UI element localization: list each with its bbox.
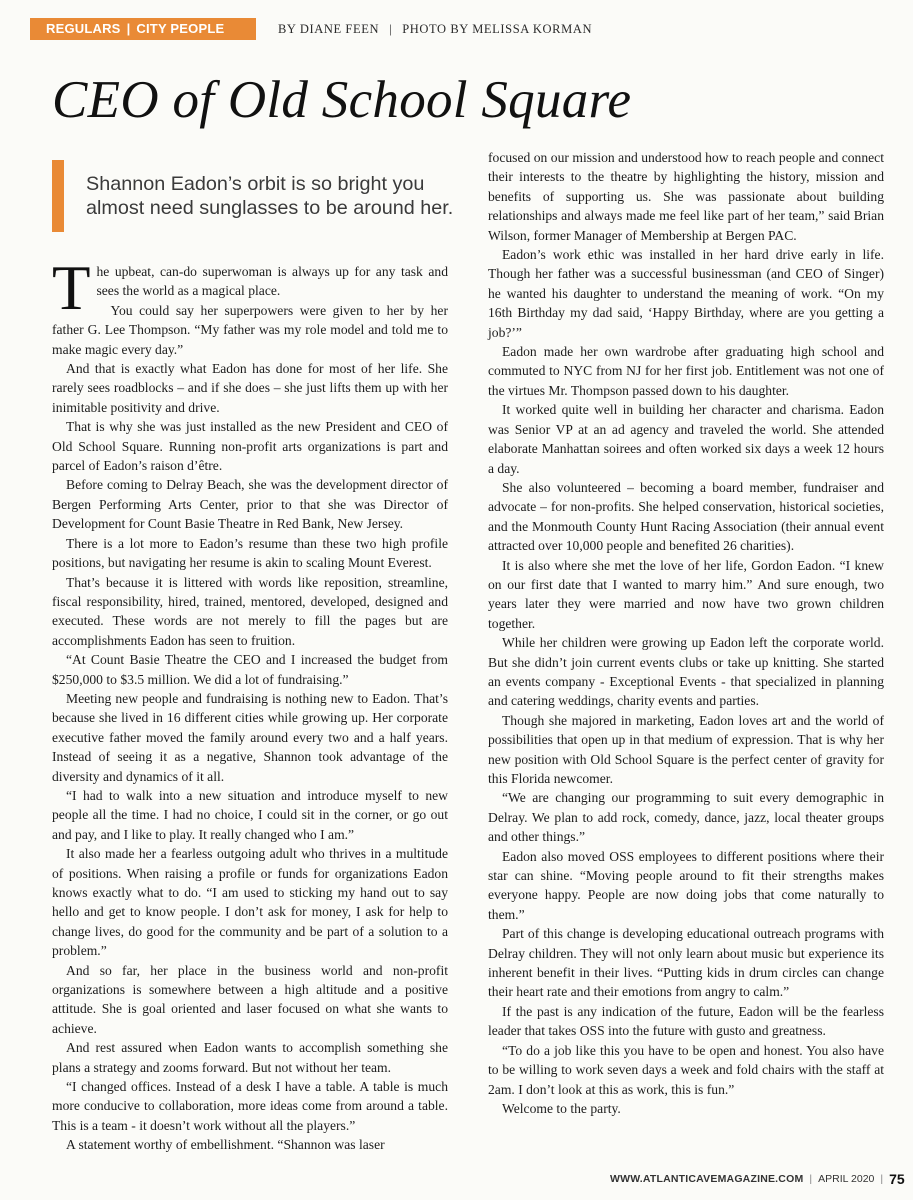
- opening-paragraph: [52, 253, 448, 323]
- right-column: [488, 148, 884, 1118]
- paragraph: “We are changing our programming to suit every demographic in Delray. We plan to add rock, comedy, dance, jazz, local theater groups and other things.”: [488, 790, 884, 845]
- paragraph: While her children were growing up Eadon left the corporate world. But she didn’t join current events clubs or take up knitting. She started an events company - Exceptional Events - that specialized in planning and catering weddings, charity events and parties.: [488, 635, 884, 709]
- subsection-label: CITY PEOPLE: [136, 21, 225, 36]
- paragraph: Though she majored in marketing, Eadon loves art and the world of possibilities that open up in that medium of expression. That is why her new position with Old School Square is the perfect center of gravity for this Florida newcomer.: [488, 712, 884, 786]
- paragraph: Welcome to the party.: [502, 1100, 621, 1116]
- paragraph: “I changed offices. Instead of a desk I have a table. A table is much more conducive to collaboration, more ideas come from around a table. This is a team - it doesn’t work without all the players.”: [52, 1079, 448, 1133]
- paragraph: It is also where she met the love of her life, Gordon Eadon. “I knew on our first date that I wanted to marry him.” And sure enough, two years later they were married and now have two grown children together.: [488, 557, 884, 631]
- left-column: [52, 253, 448, 1155]
- right-paragraphs: [488, 245, 884, 1118]
- drop-cap: T: [52, 253, 91, 323]
- footer-divider: |: [880, 1173, 884, 1185]
- byline: [278, 22, 592, 37]
- page-number: 75: [889, 1171, 905, 1187]
- byline-divider: |: [389, 21, 393, 36]
- paragraph: Part of this change is developing educational outreach programs with Delray children. They will not only learn about music but experience its inherent benefit in their lives. “Putting kids in drum circles can change their heart rate and their emotions from angry to calm.”: [488, 926, 884, 1000]
- paragraph: Meeting new people and fundraising is nothing new to Eadon. That’s because she lived in 16 different cities while growing up. Her corporate executive father moved the family around every two and a half years. Instead of seeing it as a negative, Shannon took advantage of the diversity and dynamics of it all.: [52, 690, 448, 784]
- page-footer: [610, 1171, 905, 1187]
- paragraph: If the past is any indication of the future, Eadon will be the fearless leader that takes OSS into the future with gusto and greatness.: [488, 1003, 884, 1039]
- section-label: REGULARS: [46, 21, 121, 36]
- byline-author: BY DIANE FEEN: [278, 21, 380, 36]
- pull-quote: [52, 160, 462, 232]
- paragraph: A statement worthy of embellishment. “Shannon was laser: [66, 1137, 385, 1153]
- paragraph: You could say her superpowers were given to her by her father G. Lee Thompson. “My father was my role model and told me to make magic every day.”: [52, 302, 448, 357]
- left-paragraphs: [52, 301, 448, 1155]
- paragraph: And rest assured when Eadon wants to accomplish something she plans a strategy and zooms forward. But not without her team.: [52, 1040, 448, 1075]
- header-bar: [30, 18, 592, 40]
- opening-text: he upbeat, can-do superwoman is always up for any task and sees the world as a magical place.: [96, 264, 448, 299]
- footer-website-link[interactable]: WWW.ATLANTICAVEMAGAZINE.COM: [610, 1173, 804, 1185]
- paragraph: “I had to walk into a new situation and introduce myself to new people all the time. I had no choice, I could sit in the corner, or go out and pay, and I like to play. It really changed who I am.”: [52, 787, 448, 842]
- paragraph: “At Count Basie Theatre the CEO and I increased the budget from $250,000 to $3.5 million. We did a lot of fundraising.”: [52, 652, 448, 687]
- byline-photo: PHOTO BY MELISSA KORMAN: [402, 21, 593, 36]
- paragraph: That’s because it is littered with words like reposition, streamline, fiscal responsibility, hired, trained, mentored, developed, designed and executed. These words are not merely to fill the pages but are accomplishments Eadon has seen to fruition.: [52, 574, 448, 648]
- continued-paragraph: focused on our mission and understood how to reach people and connect their interests to the theatre by highlighting the history, mission and benefits of supporting us. She was passionate about building relationships and always made me feel like part of her team,” said Brian Wilson, former Manager of Membership at Bergen PAC.: [488, 150, 884, 243]
- paragraph: Eadon’s work ethic was installed in her hard drive early in life. Though her father was a successful businessman (and CEO of Singer) he wanted his daughter to understand the meaning of work. “On my 16th Birthday my dad said, ‘Happy Birthday, where are you getting a job?’”: [488, 247, 884, 340]
- paragraph: It also made her a fearless outgoing adult who thrives in a multitude of positions. When raising a profile or funds for organizations Eadon knows exactly what to do. “I am used to sticking my hand out to say hello and get to know people. I don’t ask for money, I ask for help to change lives, do good for the community and be part of a solution to a problem.”: [52, 846, 448, 959]
- section-tag[interactable]: [30, 18, 256, 40]
- section-divider: |: [126, 21, 131, 36]
- paragraph: There is a lot more to Eadon’s resume than these two high profile positions, but navigating her resume is akin to scaling Mount Everest.: [52, 535, 448, 571]
- paragraph: Eadon made her own wardrobe after graduating high school and commuted to NYC from NJ for her first job. Entitlement was not one of the virtues Mr. Thompson passed down to his daughter.: [488, 344, 884, 398]
- paragraph: Before coming to Delray Beach, she was the development director of Bergen Performing Arts Center, prior to that she was Director of Development for Count Basie Theatre in Red Bank, New Jersey.: [52, 477, 448, 532]
- footer-divider: |: [809, 1173, 813, 1185]
- paragraph: That is why she was just installed as the new President and CEO of Old School Square. Running non-profit arts organizations is part and parcel of Eadon’s raison d’être.: [52, 419, 448, 474]
- paragraph: It worked quite well in building her character and charisma. Eadon was Senior VP at an ad agency and traveled the world. She attended elaborate Manhattan soirees and often worked six days a week 12 hours a day.: [488, 402, 884, 476]
- paragraph: And that is exactly what Eadon has done for most of her life. She rarely sees roadblocks – and if she does – she just lifts them up with her inimitable positivity and drive.: [52, 361, 448, 415]
- paragraph: She also volunteered – becoming a board member, fundraiser and advocate – for non-profits. She helped conservation, historical societies, and the Monmouth County Hunt Racing Association (their annual event attracted over 10,000 people and benefited 26 charities).: [488, 479, 884, 554]
- pull-quote-text: Shannon Eadon’s orbit is so bright you almost need sunglasses to be around her.: [86, 173, 454, 219]
- paragraph: Eadon also moved OSS employees to different positions where their star can shine. “Moving people around to fit their strengths makes everyone happy. People are now doing jobs that come naturally to them.”: [488, 848, 884, 922]
- paragraph: “To do a job like this you have to be open and honest. You also have to be willing to work seven days a week and fold chairs with the staff at 2am. I don’t look at this as work, this is fun.”: [488, 1042, 884, 1097]
- article-title: CEO of Old School Square: [52, 71, 632, 129]
- paragraph: And so far, her place in the business world and non-profit organizations is somewhere between a high altitude and a positive attitude. She is goal oriented and laser focused on what she wants to achieve.: [52, 962, 448, 1036]
- footer-issue-date: APRIL 2020: [818, 1173, 875, 1185]
